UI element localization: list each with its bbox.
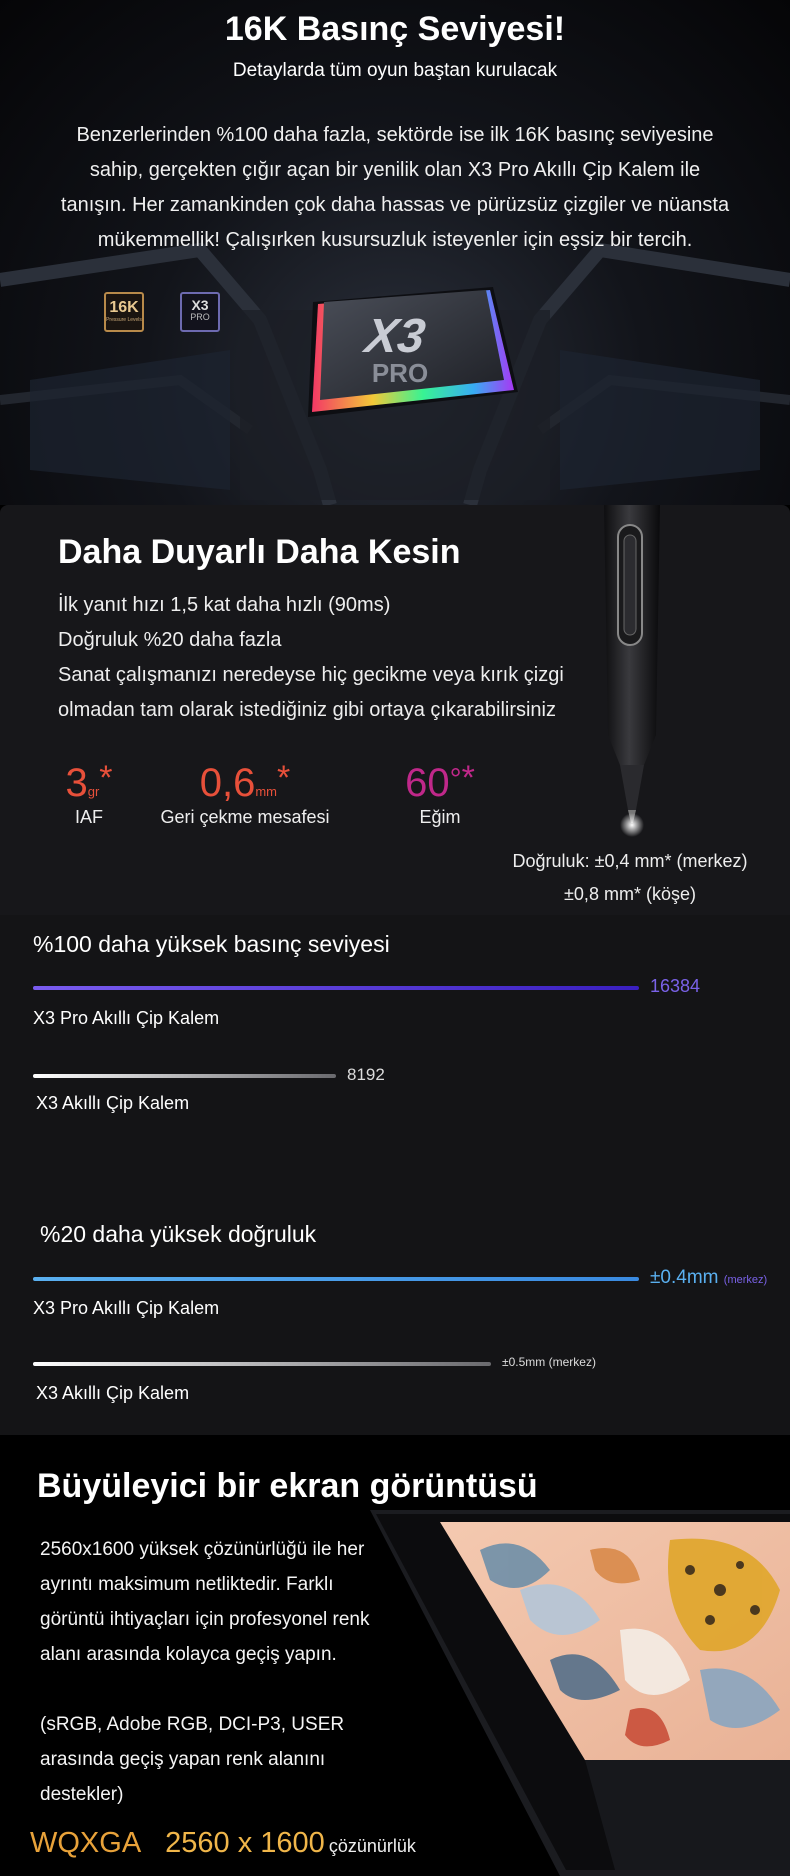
pressure-value-x3: 8192 <box>347 1065 385 1084</box>
display-section <box>0 1435 790 1876</box>
badge-x3-text: X3 <box>191 297 209 313</box>
stat-label: IAF <box>74 807 103 827</box>
display-paragraph-2: (sRGB, Adobe RGB, DCI-P3, USER arasında geçiş yapan renk alanını destekler) <box>40 1714 345 1805</box>
accuracy-note-x3-pro: (merkez) <box>723 1274 768 1286</box>
stat-value: 0,6 <box>199 761 256 805</box>
stat-label: Eğim <box>419 807 461 827</box>
accuracy-value-x3-number: ±0.5mm <box>502 1355 546 1369</box>
display-paragraph-1: 2560x1600 yüksek çözünürlüğü ile her ayrıntı maksimum netliktedir. Farklı görüntü ihtiyaçları için profesyonel renk alanı arasında kolayca geçiş yapın. <box>40 1539 370 1665</box>
precision-section <box>0 505 790 915</box>
stat-unit: mm <box>255 784 278 799</box>
16k-badge-icon <box>104 292 144 332</box>
stat-star: * <box>277 759 291 797</box>
stat-star: * <box>461 759 475 797</box>
pressure-label-x3-pro: X3 Pro Akıllı Çip Kalem <box>33 1008 220 1028</box>
resolution-line <box>30 1827 416 1860</box>
accuracy-value-x3-pro <box>650 1267 767 1289</box>
precision-title: Daha Duyarlı Daha Kesin <box>58 533 461 571</box>
accuracy-label-x3: X3 Akıllı Çip Kalem <box>36 1383 190 1403</box>
accuracy-bar-x3-pro <box>33 1277 639 1281</box>
chip-text-x3: X3 <box>362 309 429 363</box>
stat-value: 60 <box>405 761 450 805</box>
precision-line: İlk yanıt hızı 1,5 kat daha hızlı (90ms) <box>58 594 391 616</box>
stat-unit: ° <box>449 763 462 796</box>
tablet-display-image <box>370 1510 790 1876</box>
accuracy-value-x3 <box>502 1355 596 1369</box>
stat-tilt <box>385 759 495 828</box>
precision-line: olmadan tam olarak istediğiniz gibi ortaya çıkarabilirsiniz <box>58 699 556 721</box>
precision-lines <box>58 588 564 728</box>
hero-paragraph: Benzerlerinden %100 daha fazla, sektörde ise ilk 16K basınç seviyesine sahip, gerçekten çığır açan bir yenilik olan X3 Pro Akıllı Çip Kalem ile tanışın. Her zamankinden çok daha hassas ve pürüzsüz çizgiler ve nüansta mükemmellik! Çalışırken kusursuzluk isteyenler için eşsiz bir tercih. <box>60 124 730 251</box>
precision-line: Doğruluk %20 daha fazla <box>58 629 282 651</box>
pressure-value-x3-pro: 16384 <box>650 976 701 996</box>
x3-pro-badge-icon <box>180 292 220 332</box>
hero-title: 16K Basınç Seviyesi! <box>224 10 566 48</box>
hero-section <box>0 0 790 505</box>
pressure-bar-x3-pro <box>33 986 639 990</box>
pressure-bar-x3 <box>33 1074 336 1078</box>
comparison-section <box>0 915 790 1435</box>
accuracy-comparison-title: %20 daha yüksek doğruluk <box>40 1221 317 1247</box>
stat-iaf <box>58 759 120 828</box>
accuracy-note-x3: (merkez) <box>548 1355 596 1369</box>
display-title: Büyüleyici bir ekran görüntüsü <box>37 1467 538 1505</box>
accuracy-value-x3-pro-number: ±0.4mm <box>650 1267 719 1288</box>
accuracy-bar-x3 <box>33 1362 491 1366</box>
stat-retraction <box>152 759 338 828</box>
resolution-suffix: çözünürlük <box>328 1836 416 1856</box>
pressure-label-x3: X3 Akıllı Çip Kalem <box>36 1093 190 1113</box>
pressure-comparison-title: %100 daha yüksek basınç seviyesi <box>33 931 390 957</box>
accuracy-corner: ±0,8 mm* (köşe) <box>564 884 696 904</box>
badge-x3-small: PRO <box>190 312 210 322</box>
stylus-pen-icon <box>592 505 672 845</box>
badge-16k-small: Pressure Levels <box>106 317 142 323</box>
stat-value: 3 <box>65 761 88 805</box>
resolution-label: WQXGA <box>30 1827 142 1859</box>
resolution-value: 2560 x 1600 <box>165 1827 325 1859</box>
stat-unit: gr <box>87 784 100 799</box>
accuracy-center: Doğruluk: ±0,4 mm* (merkez) <box>512 851 748 871</box>
stat-star: * <box>99 759 113 797</box>
accuracy-label-x3-pro: X3 Pro Akıllı Çip Kalem <box>33 1298 220 1318</box>
hero-subtitle: Detaylarda tüm oyun baştan kurulacak <box>232 60 558 81</box>
precision-line: Sanat çalışmanızı neredeyse hiç gecikme veya kırık çizgi <box>58 664 564 686</box>
x3-pro-chip-icon <box>278 282 528 432</box>
chip-text-pro: PRO <box>371 358 429 388</box>
stat-label: Geri çekme mesafesi <box>160 807 330 827</box>
badge-16k-text: 16K <box>109 299 139 316</box>
accuracy-note <box>490 845 770 911</box>
